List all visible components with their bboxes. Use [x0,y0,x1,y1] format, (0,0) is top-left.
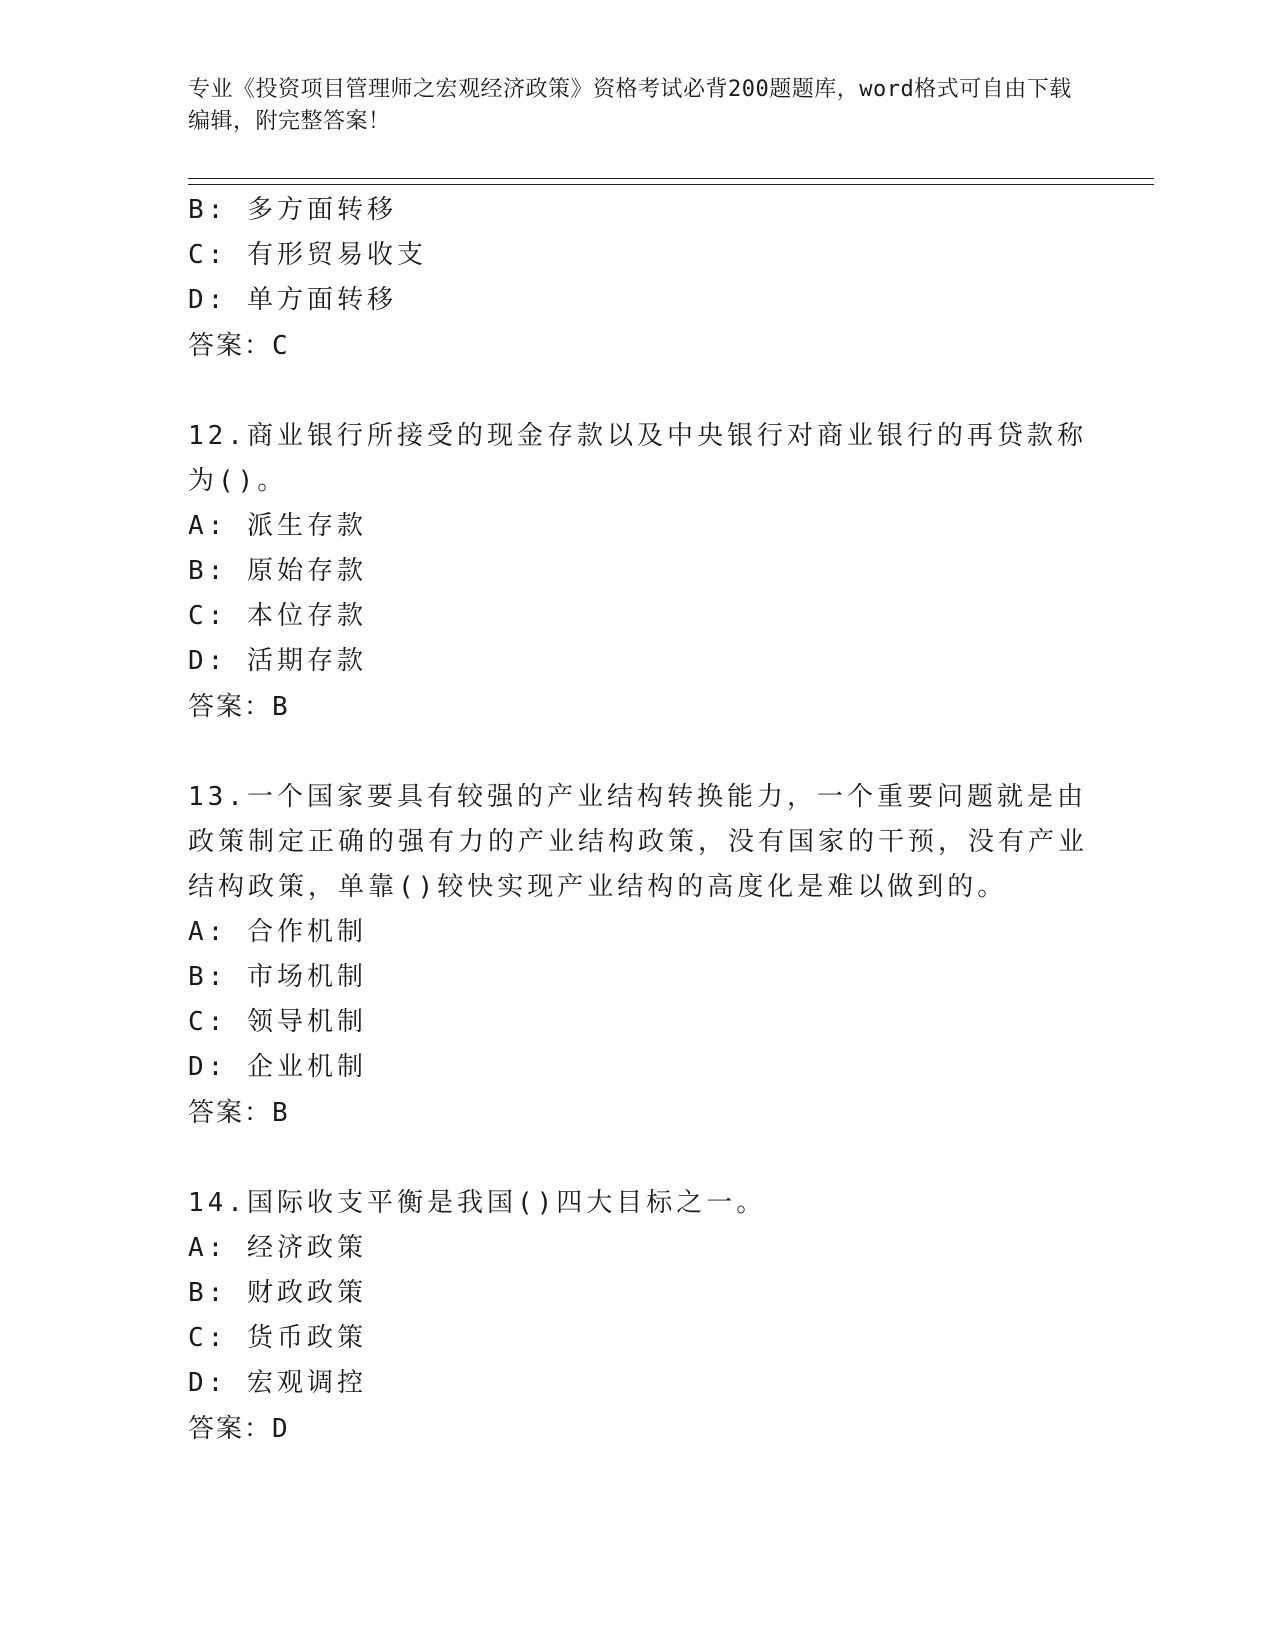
option-c: C: 有形贸易收支 [188,240,427,270]
question-12 [188,414,1088,730]
continued-question [188,188,1088,369]
question-text: 14.国际收支平衡是我国()四大目标之一。 [188,1188,767,1218]
spacer [188,1136,1088,1181]
spacer [188,730,1088,775]
page-header: 专业《投资项目管理师之宏观经济政策》资格考试必背200题题库，word格式可自由下载编辑，附完整答案！ [188,77,1072,134]
question-14 [188,1181,1088,1452]
question-text: 12.商业银行所接受的现金存款以及中央银行对商业银行的再贷款称为()。 [188,421,1087,496]
option-a: A: 派生存款 [188,511,367,541]
option-c: C: 货币政策 [188,1323,367,1353]
option-d: D: 宏观调控 [188,1368,367,1398]
document-body [188,188,1088,1452]
option-b: B: 多方面转移 [188,195,397,225]
option-c: C: 本位存款 [188,601,367,631]
option-d: D: 企业机制 [188,1052,367,1082]
header-divider [188,178,1154,185]
answer: 答案：B [188,1098,290,1128]
option-b: B: 市场机制 [188,962,367,992]
spacer [188,369,1088,414]
question-13 [188,775,1088,1136]
question-text: 13.一个国家要具有较强的产业结构转换能力，一个重要问题就是由政策制定正确的强有力的产业结构政策，没有国家的干预，没有产业结构政策，单靠()较快实现产业结构的高度化是难以做到的。 [188,782,1089,902]
option-a: A: 合作机制 [188,917,367,947]
option-b: B: 财政政策 [188,1278,367,1308]
option-d: D: 单方面转移 [188,285,397,315]
answer: 答案：C [188,331,290,361]
option-b: B: 原始存款 [188,556,367,586]
answer: 答案：D [188,1414,290,1444]
option-c: C: 领导机制 [188,1007,367,1037]
option-a: A: 经济政策 [188,1233,367,1263]
answer: 答案：B [188,692,290,722]
option-d: D: 活期存款 [188,646,367,676]
